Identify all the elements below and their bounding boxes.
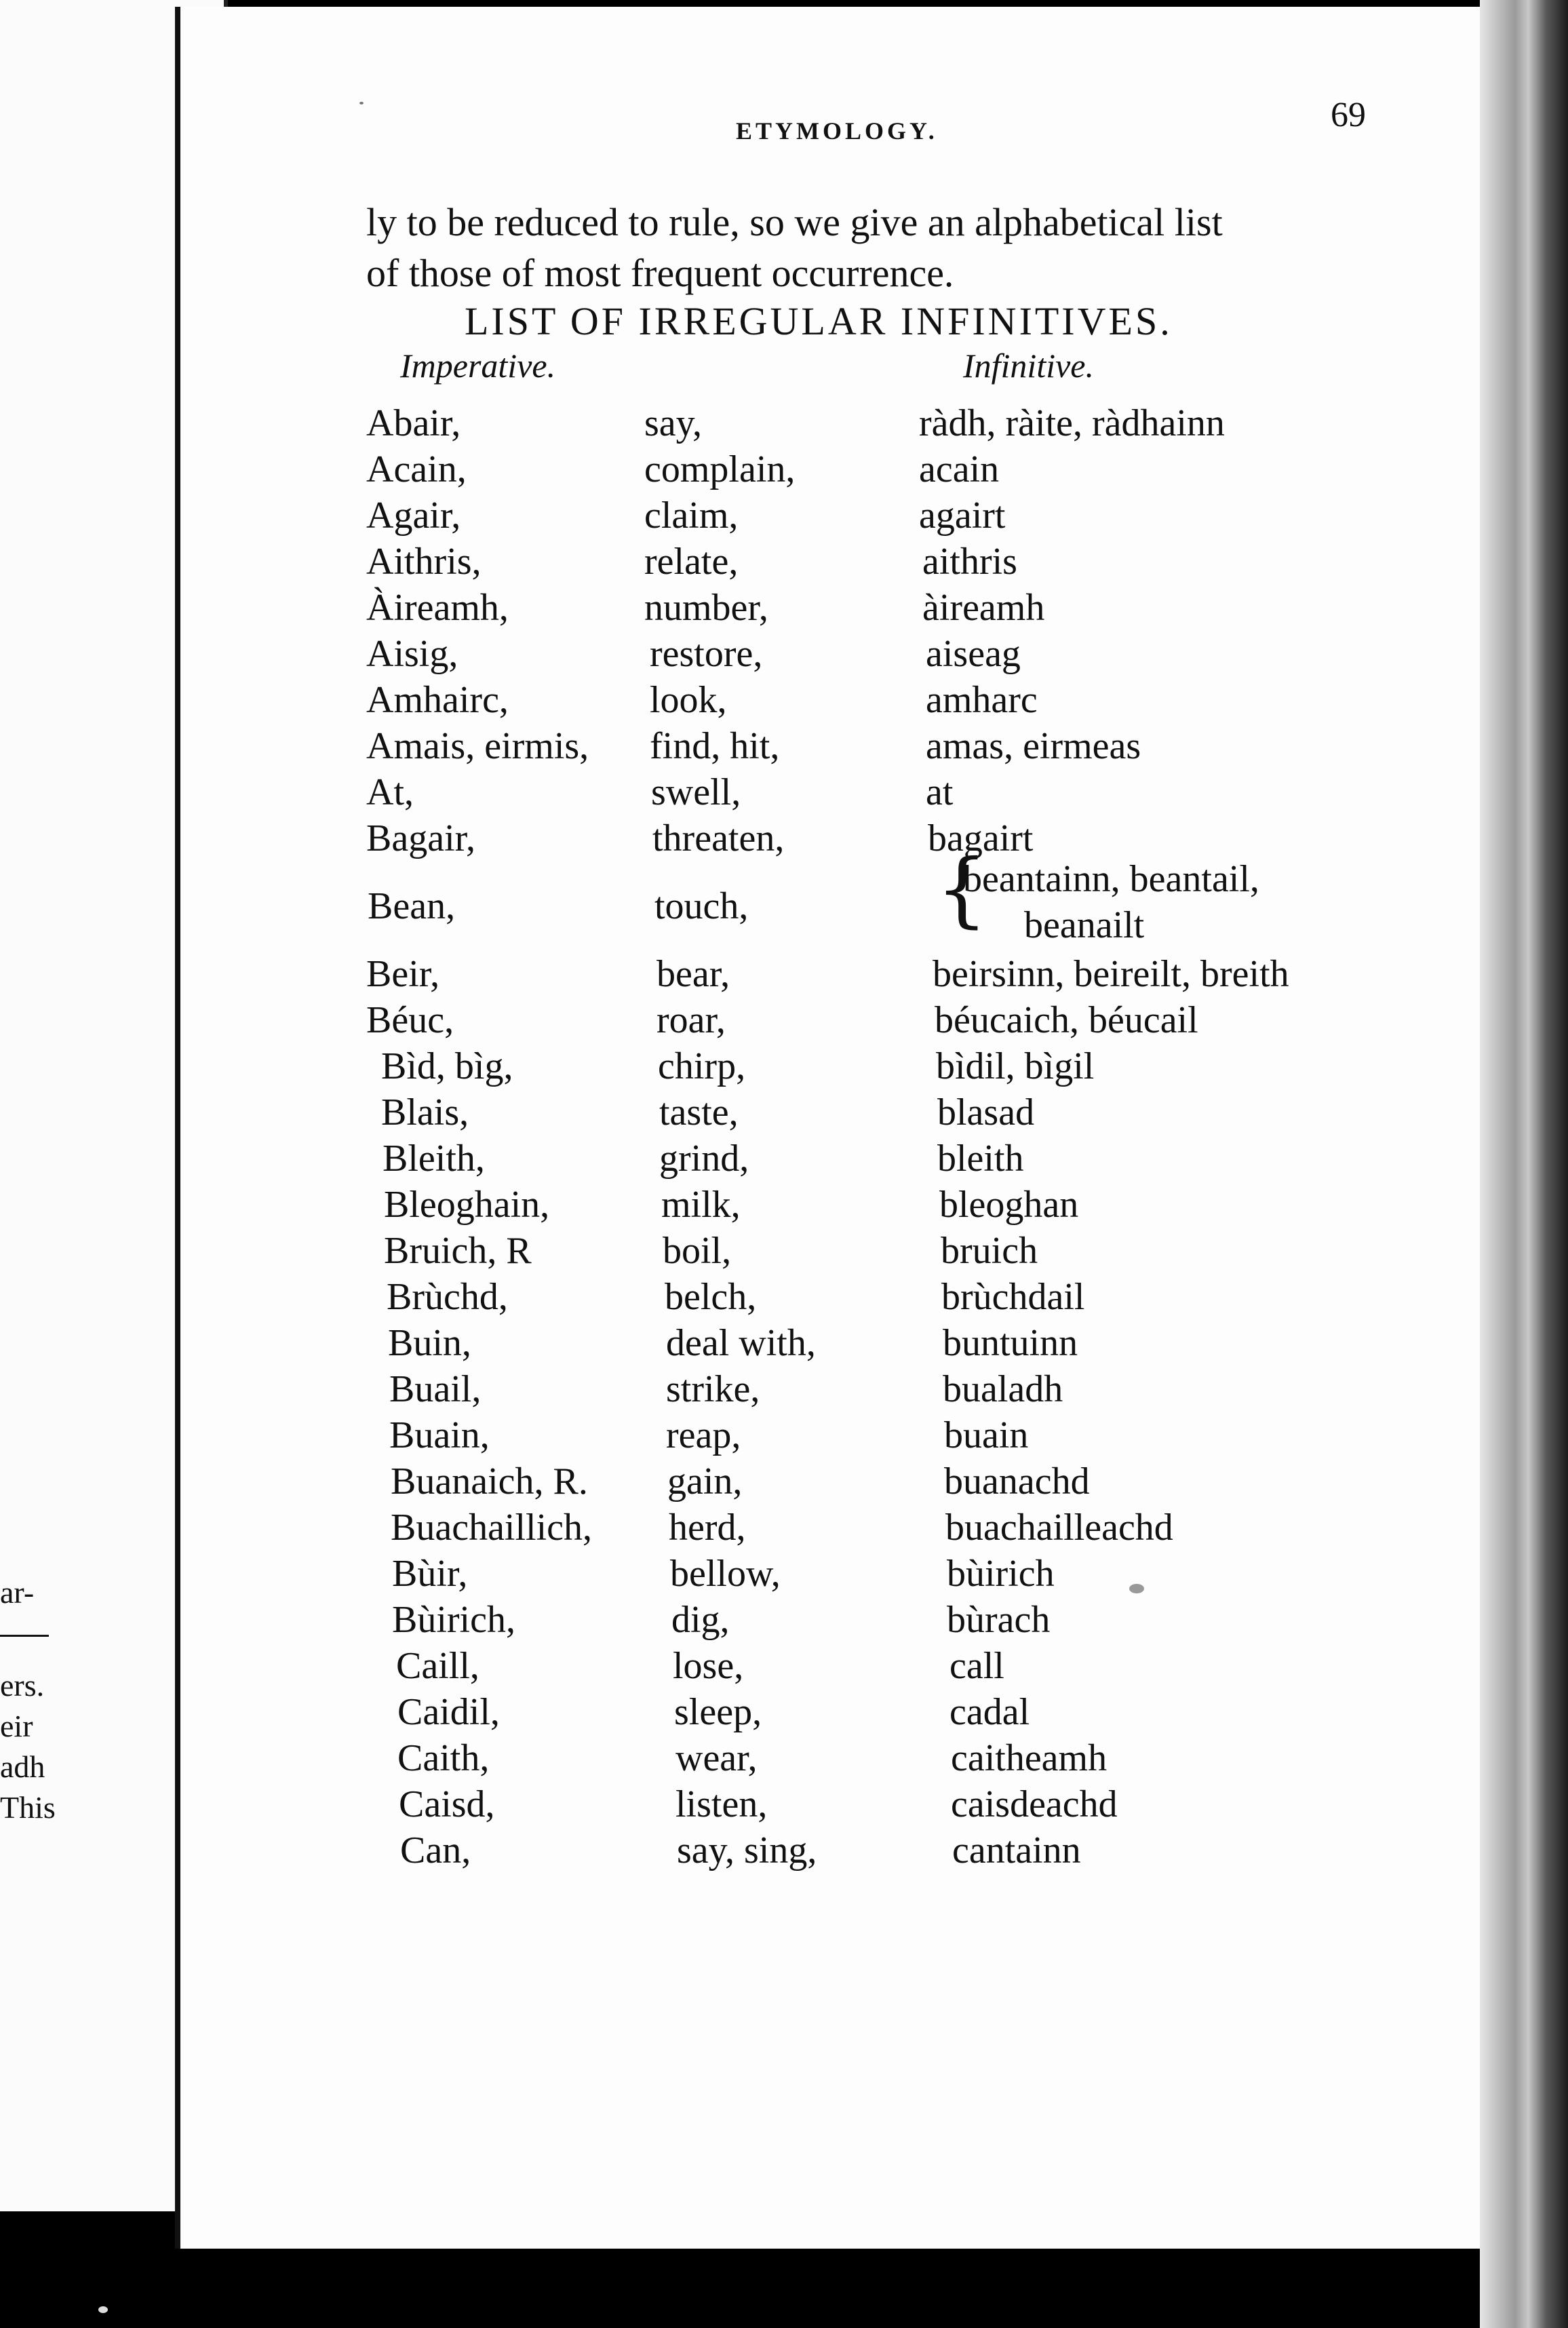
imperative-cell: Bean, [368, 885, 456, 927]
intro-paragraph [366, 197, 1223, 298]
imperative-cell: Caill, [396, 1645, 479, 1687]
infinitive-cell: beantainn, beantail, [963, 858, 1259, 900]
scan-speck [1129, 1584, 1144, 1593]
infinitive-cell: bualadh [943, 1368, 1063, 1410]
imperative-cell: Buain, [389, 1414, 490, 1456]
infinitive-cell: at [926, 771, 954, 813]
english-cell: strike, [666, 1368, 760, 1410]
infinitive-cell: bìdil, bìgil [936, 1045, 1095, 1087]
english-cell: say, [644, 402, 703, 444]
imperative-cell: Caisd, [399, 1783, 495, 1825]
english-cell: number, [644, 587, 768, 629]
infinitive-cell-continued: beanailt [1024, 904, 1145, 946]
imperative-cell: At, [366, 771, 414, 813]
page-edge [1480, 0, 1568, 2328]
infinitive-cell: blasad [937, 1091, 1035, 1133]
page-number: 69 [1331, 96, 1366, 134]
imperative-cell: Bleoghain, [384, 1184, 550, 1226]
imperative-cell: Àireamh, [366, 587, 509, 629]
imperative-cell: Caidil, [397, 1691, 500, 1733]
imperative-cell: Bìd, bìg, [381, 1045, 513, 1087]
imperative-cell: Agair, [366, 494, 461, 537]
english-cell: touch, [654, 885, 749, 927]
english-cell: lose, [673, 1645, 744, 1687]
infinitive-cell: caitheamh [951, 1737, 1108, 1779]
imperative-cell: Bùir, [392, 1553, 468, 1595]
english-cell: swell, [651, 771, 741, 813]
infinitive-cell: amas, eirmeas [926, 725, 1141, 767]
left-page-rule [0, 1635, 49, 1637]
english-cell: wear, [675, 1737, 758, 1779]
english-cell: belch, [665, 1276, 757, 1318]
infinitive-cell: acain [919, 448, 1000, 490]
infinitive-cell: aithris [922, 541, 1017, 583]
infinitive-cell: bleoghan [939, 1184, 1079, 1226]
infinitive-cell: cadal [949, 1691, 1030, 1733]
imperative-cell: Beir, [366, 953, 440, 995]
english-cell: roar, [656, 999, 726, 1041]
imperative-cell: Buail, [389, 1368, 482, 1410]
infinitive-cell: beirsinn, beireilt, breith [933, 953, 1289, 995]
infinitive-cell: brùchdail [941, 1276, 1085, 1318]
imperative-cell: Blais, [381, 1091, 469, 1133]
left-page-fragment: ar- [0, 1575, 35, 1610]
infinitive-cell: bùirich [947, 1553, 1055, 1595]
column-header-infinitive: Infinitive. [963, 347, 1094, 385]
imperative-cell: Aisig, [366, 633, 458, 675]
imperative-cell: Buanaich, R. [391, 1460, 588, 1502]
english-cell: look, [650, 679, 727, 721]
english-cell: find, hit, [650, 725, 780, 767]
infinitive-cell: àireamh [922, 587, 1045, 629]
imperative-cell: Amais, eirmis, [366, 725, 589, 767]
list-title: LIST OF IRREGULAR INFINITIVES. [465, 299, 1173, 343]
english-cell: bellow, [670, 1553, 781, 1595]
scan-speck [359, 102, 364, 104]
imperative-cell: Caith, [397, 1737, 490, 1779]
english-cell: dig, [671, 1599, 730, 1641]
infinitive-cell: buanachd [944, 1460, 1090, 1502]
imperative-cell: Brùchd, [387, 1276, 508, 1318]
left-page-fragment: This [0, 1790, 56, 1825]
english-cell: grind, [659, 1138, 749, 1180]
infinitive-cell: buachailleachd [945, 1507, 1173, 1549]
english-cell: deal with, [666, 1322, 816, 1364]
infinitive-cell: buain [944, 1414, 1029, 1456]
column-header-imperative: Imperative. [400, 347, 556, 385]
english-cell: complain, [644, 448, 796, 490]
left-page-fragment: eir [0, 1709, 33, 1743]
imperative-cell: Can, [400, 1829, 471, 1871]
imperative-cell: Aithris, [366, 541, 482, 583]
imperative-cell: Bruich, R [384, 1230, 532, 1272]
infinitive-cell: call [949, 1645, 1004, 1687]
imperative-cell: Buachaillich, [391, 1507, 593, 1549]
english-cell: boil, [663, 1230, 732, 1272]
infinitive-cell: ràdh, ràite, ràdhainn [919, 402, 1225, 444]
english-cell: say, sing, [677, 1829, 817, 1871]
left-page-fragment: ers. [0, 1668, 45, 1703]
imperative-cell: Abair, [366, 402, 461, 444]
infinitive-cell: cantainn [952, 1829, 1081, 1871]
intro-line: of those of most frequent occurrence. [366, 251, 954, 295]
english-cell: herd, [669, 1507, 746, 1549]
infinitive-cell: bagairt [928, 817, 1034, 859]
imperative-cell: Bùirich, [392, 1599, 515, 1641]
english-cell: milk, [661, 1184, 741, 1226]
imperative-cell: Bleith, [383, 1138, 485, 1180]
english-cell: gain, [667, 1460, 743, 1502]
english-cell: reap, [666, 1414, 741, 1456]
infinitive-cell: agairt [919, 494, 1006, 537]
scan-speck [98, 2306, 108, 2313]
infinitive-cell: caisdeachd [951, 1783, 1118, 1825]
running-head: ETYMOLOGY. [736, 117, 938, 144]
infinitive-cell: bùrach [947, 1599, 1051, 1641]
brace-icon: { [936, 842, 988, 937]
english-cell: listen, [675, 1783, 768, 1825]
imperative-cell: Bagair, [366, 817, 476, 859]
imperative-cell: Béuc, [366, 999, 454, 1041]
imperative-cell: Amhairc, [366, 679, 509, 721]
infinitive-cell: bruich [941, 1230, 1038, 1272]
english-cell: sleep, [674, 1691, 762, 1733]
english-cell: restore, [650, 633, 763, 675]
english-cell: relate, [644, 541, 739, 583]
english-cell: chirp, [658, 1045, 746, 1087]
english-cell: bear, [656, 953, 730, 995]
imperative-cell: Acain, [366, 448, 467, 490]
imperative-cell: Buin, [388, 1322, 471, 1364]
intro-line: ly to be reduced to rule, so we give an alphabetical list [366, 200, 1223, 244]
infinitive-cell: béucaich, béucail [935, 999, 1198, 1041]
english-cell: claim, [644, 494, 739, 537]
infinitive-cell: amharc [926, 679, 1038, 721]
english-cell: taste, [659, 1091, 739, 1133]
infinitive-cell: aiseag [926, 633, 1021, 675]
infinitive-cell: bleith [937, 1138, 1024, 1180]
left-page-fragment: adh [0, 1749, 45, 1784]
infinitive-cell: buntuinn [943, 1322, 1078, 1364]
english-cell: threaten, [652, 817, 785, 859]
